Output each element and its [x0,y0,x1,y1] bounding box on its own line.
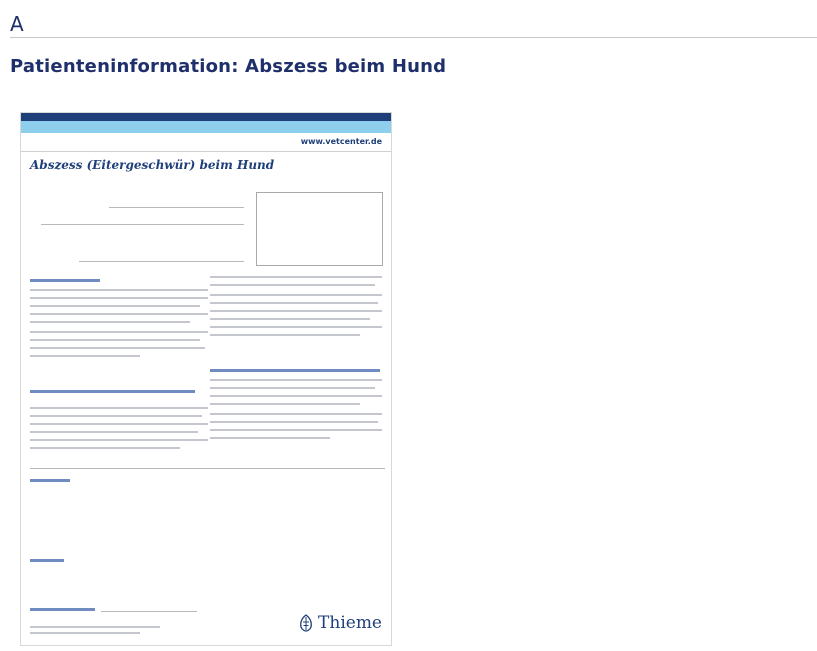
thieme-emblem-icon [298,614,314,632]
header-divider [10,37,817,38]
document-url: www.vetcenter.de [300,137,382,146]
section-divider [30,468,385,469]
figure-label: A [10,12,24,36]
stamp-box [256,192,383,266]
document-heading: Abszess (Eitergeschwür) beim Hund [30,158,275,172]
top-band-dark [21,113,391,121]
form-line-patient [109,207,244,208]
document-thumbnail [20,112,392,646]
publisher-logo [298,613,382,633]
form-line-vet [79,261,244,262]
page-title: Patienteninformation: Abszess beim Hund [10,56,447,77]
top-band-light [21,121,391,133]
publisher-name: Thieme [318,613,382,633]
document-url-bar [21,133,391,152]
form-line-owner [41,224,244,225]
